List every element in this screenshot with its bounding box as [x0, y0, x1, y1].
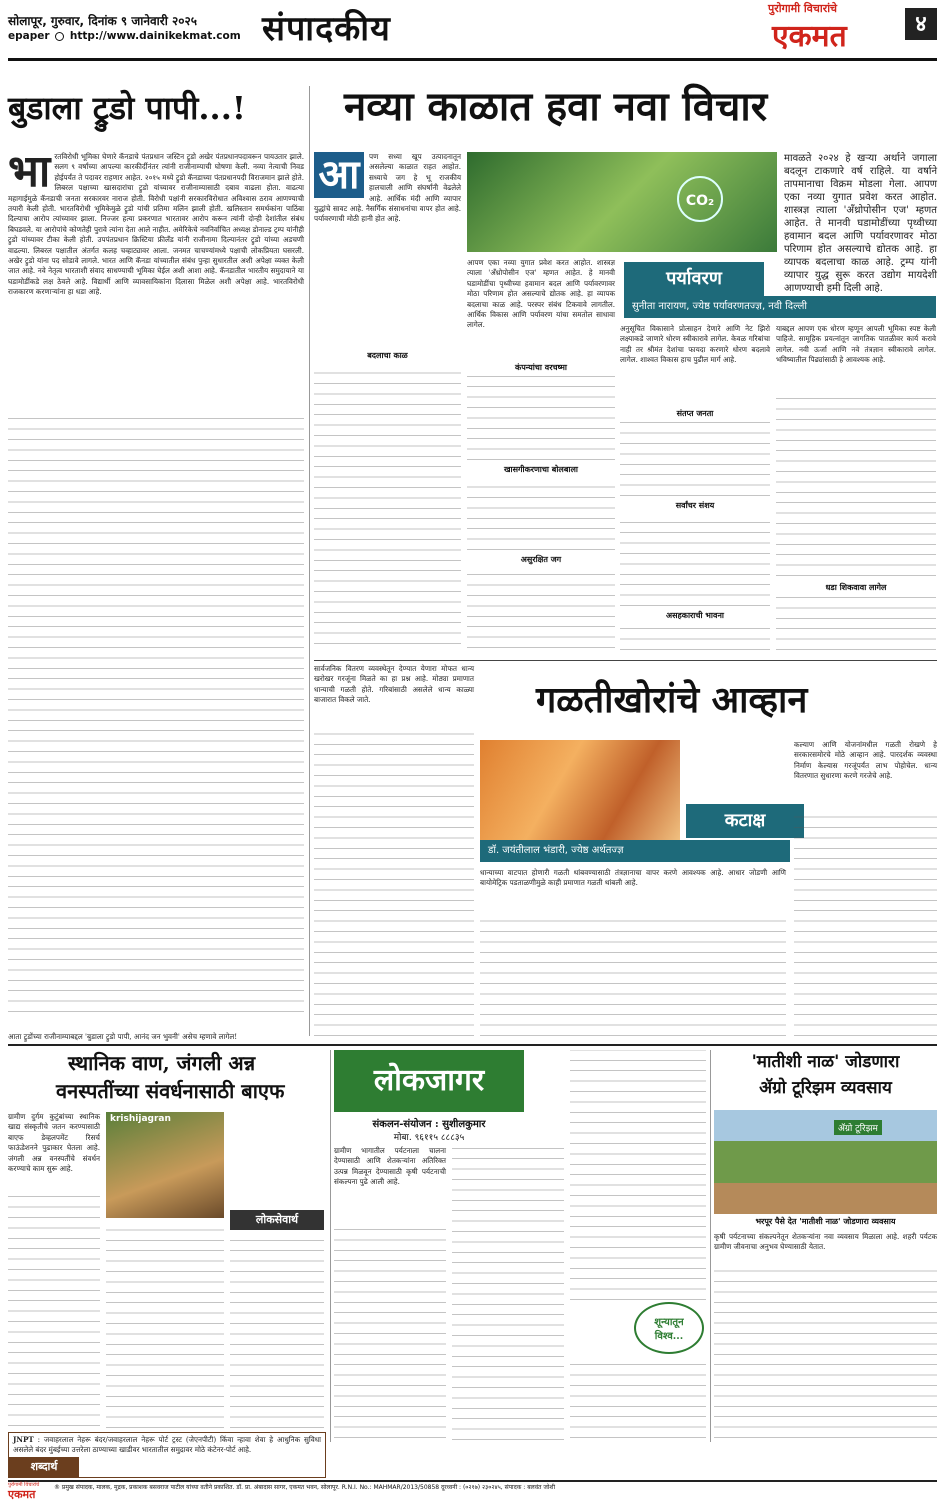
lokjagar-logo: लोकजागर: [334, 1050, 524, 1112]
baif-col-3: [230, 1234, 324, 1428]
epaper-line[interactable]: [8, 30, 241, 42]
leakage-col-2: [480, 868, 786, 1040]
editorial-closing: आता ट्रुडोंच्या राजीनाम्याबद्दल 'बुडाला ट्रुडो पापी, आनंद जन भुवनी' असेच म्हणावे लागेल!: [8, 1032, 304, 1042]
subhead-3: खासगीकरणाचा बोलबाला: [503, 464, 578, 474]
agro-photo-label: ॲग्रो टूरिझम: [834, 1120, 882, 1135]
environment-article: [314, 78, 937, 658]
footer-brand: एकमत: [8, 1488, 36, 1501]
lokjagar-credit: संकलन-संयोजन : सुशीलकुमार: [372, 1119, 486, 1130]
divider: [309, 86, 310, 1036]
agro-title-2: ॲग्रो टूरिझम व्यवसाय: [759, 1078, 892, 1098]
leakage-title: गळतीखोरांचे आव्हान: [536, 679, 808, 721]
dropcap: भा: [8, 146, 51, 197]
shabdarth-text: : जवाहरलाल नेहरू बंदर/जवाहरलाल नेहरू पोर्ट ट्रस्ट (जेएनपीटी) किंवा न्हावा शेवा हे आधुनिक सुविधा असलेले बंदर मुंबईच्या उत्तरेला ठाण्याच्या खाडीवर भारतातील समुद्रावर मोठे कंटेनर-पोर्ट आहे.: [13, 1435, 321, 1455]
footer-brand-top: पुरोगामी विचारांचे: [8, 1482, 40, 1488]
baif-col-2: [106, 1224, 224, 1428]
co2-icon: CO₂: [677, 176, 723, 222]
footer: [8, 1482, 937, 1501]
epaper-label: epaper: [8, 30, 50, 42]
dateline: सोलापूर, गुरुवार, दिनांक ९ जानेवारी २०२५: [8, 14, 197, 28]
site-url[interactable]: http://www.dainikekmat.com: [69, 30, 241, 42]
subhead-7: असहकाराची भावना: [666, 610, 724, 620]
baif-tag: लोकसेवार्थ: [230, 1210, 324, 1230]
env-col-1: [314, 152, 461, 652]
subhead-2: कंपन्यांचा वरचष्मा: [515, 362, 567, 372]
header-rule: [8, 58, 937, 61]
leak-col2-text: धान्याच्या वाटपात होणारी गळती थांबवण्यासाठी तंत्रज्ञानाचा वापर करणे आवश्यक आहे. आधार जोडणी आणि बायोमेट्रिक पडताळणीमुळे काही प्रमाणात गळती थांबली आहे.: [480, 868, 786, 888]
subhead-8: धडा शिकवावा लागेल: [825, 582, 887, 592]
krishijagran-banner: krishijagran: [110, 1114, 171, 1124]
lokjagar-mobile: मोबा. ९६११५ ८८८३५: [393, 1133, 465, 1143]
baif-title-2: वनस्पतींच्या संवर्धनासाठी बाएफ: [56, 1079, 285, 1103]
agro-photo: [714, 1110, 937, 1214]
divider: [314, 660, 937, 661]
env-col-4: [776, 324, 936, 654]
shabdarth-box: [8, 1432, 326, 1478]
editorial-text: २०१५ मध्ये ट्रुडो कॅनडाच्या पंतप्रधानपदी विराजमान झाले होते. लिबरल पक्षाच्या खासदारांचा ट्रुडो यांच्यावर राजीनाम्यासाठी दबाव वाढला होता. वाढत्या महागाईमुळे कॅनडाची जनता सरकारवर नाराज होती. विरोधी पक्षांनी सरकारविरोधात अविश्वास ठराव आणण्याची तयारी केली होती. भारतविरोधी भूमिकेमुळे ट्रुडो यांची प्रतिमा मलिन झाली होती. खलिस्तान समर्थकांना पाठिंबा दिल्याचा आरोप त्यांच्यावर झाला. निज्जर हत्या प्रकरणात भारतावर आरोप करून त्यांनी दोन्ही देशांतील संबंध बिघडवले. या आरोपांचे कोणतेही पुरावे त्यांना देता आले नाहीत. अमेरिकेचे नवनिर्वाचित अध्यक्ष डोनाल्ड ट्रम्प यांनीही ट्रुडो यांच्यावर टीका केली होती. उपपंतप्रधान क्रिस्टिया फ्रीलँड यांनी राजीनामा दिल्यानंतर ट्रुडो यांच्या अडचणी वाढल्या. लिबरल पक्षातील अंतर्गत कलह चव्हाट्यावर आला. जनमत चाचण्यांमध्ये पक्षाची लोकप्रियता घसरली. अखेर ट्रुडो यांना पद सोडावे लागले. भारत आणि कॅनडा यांच्यातील संबंध पुन्हा सुधारतील अशी अपेक्षा व्यक्त केली जात आहे. नवे नेतृत्व भारताशी संवाद साधण्याची भूमिका घेईल अशी आशा आहे. कॅनडातील भारतीय समुदायाने या घडामोडींकडे लक्ष ठेवले आहे. विद्यार्थी आणि व्यावसायिकांना दिलासा मिळेल अशी अपेक्षा आहे. भारतविरोधी राजकारण करणाऱ्यांना हा धडा आहे.: [8, 172, 304, 297]
shabdarth-term: JNPT: [13, 1435, 34, 1444]
subhead-6: सर्वांचर संशय: [675, 500, 715, 510]
shabdarth-label: शब्दार्थ: [9, 1457, 79, 1477]
text-filler: [8, 412, 304, 1012]
boxcap: आ: [314, 152, 364, 198]
editorial-lead: रतविरोधी भूमिका घेणारे कॅनडाचे पंतप्रधान जस्टिन ट्रुडो अखेर पंतप्रधानपदावरून पायउतार झाले. सलग ९ वर्षांच्या आपल्या कारकीर्दीनंतर त्यांनी राजीनाम्याची घोषणा केली. नव्या नेत्याची निवड होईपर्यंत ते पदावर राहणार आहेत.: [54, 152, 304, 182]
masthead: [0, 0, 945, 76]
env-col1-text: पण सध्या खूप उत्पादनातून असलेल्या काळात राहत आहोत. सध्याचे जग हे भू राजकीय हालचाली आणि संघर्षांनी वेढलेले आहे. आर्थिक मंदी आणि व्यापार युद्धांचे सावट आहे. नैसर्गिक संसाधनांचा वापर होत आहे. पर्यावरणाची मोठी हानी होत आहे.: [314, 152, 461, 224]
baif-text: ग्रामीण दुर्गम कुटुंबांच्या स्थानिक खाद्य संस्कृतीचे जतन करण्यासाठी बाएफ डेव्हलपमेंट रिसर्च फाऊंडेशनने पुढाकार घेतला आहे. जंगली अन्न वनस्पतींचे संवर्धन करण्याचे काम सुरू आहे.: [8, 1112, 100, 1174]
ration-photo: [480, 740, 680, 840]
leak-author: डॉ. जयंतीलाल भंडारी, ज्येष्ठ अर्थतज्ज्ञ: [480, 840, 790, 862]
shunyatun-badge: [634, 1302, 704, 1354]
editorial-article: [8, 88, 304, 1043]
editorial-body: [8, 146, 304, 1042]
agro-text: कृषी पर्यटनाच्या संकल्पनेतून शेतकऱ्यांना नवा व्यवसाय मिळाला आहे. शहरी पर्यटक ग्रामीण जीवनाचा अनुभव घेण्यासाठी येतात.: [714, 1232, 937, 1252]
subhead-4: असुरक्षित जग: [520, 554, 562, 564]
agro-caption: भरपूर पैसे देत 'मातीशी नाळ' जोडणारा व्यवसाय: [755, 1216, 896, 1226]
page-number: ४: [905, 8, 937, 40]
subhead-1: बदलाचा काळ: [367, 350, 408, 360]
badge-line-1: शून्यातून: [654, 1317, 684, 1328]
baif-article: [8, 1050, 326, 1430]
leak-column-label: कटाक्ष: [686, 804, 804, 838]
lokjagar-section: [334, 1050, 706, 1442]
leak-col1-text: सार्वजनिक वितरण व्यवस्थेतून देण्यात येणारा मोफत धान्य खरोखर गरजूंना मिळते का हा प्रश्न आहे. मोठ्या प्रमाणात धान्याची गळती होते. गरिबांसाठी असलेले धान्य काळ्या बाजारात विकले जाते.: [314, 664, 474, 705]
leakage-col-1: [314, 664, 474, 1040]
agro-col: [714, 1232, 937, 1440]
lokjagar-col-1: [334, 1146, 446, 1440]
lokjagar-col-2: [452, 1146, 564, 1440]
env-author: सुनीता नारायण, ज्येष्ठ पर्यावरणतज्ज्ञ, नवी दिल्ली: [624, 296, 936, 318]
leakage-article: [314, 664, 937, 1044]
brand-tagline: पुरोगामी विचारांचे: [768, 2, 838, 15]
co2-photo: [467, 152, 777, 252]
lokjagar-col-3: [570, 1050, 706, 1440]
env-col4-text: याबद्दल आपण एक धोरण म्हणून आपली भूमिका स्पष्ट केली पाहिजे. सामूहिक प्रयत्नांतून जागतिक पातळीवर कार्य करावे लागेल. नवी ऊर्जा आणि नवे तंत्रज्ञान स्वीकारावे लागेल. भविष्यातील पिढ्यांसाठी हे आवश्यक आहे.: [776, 324, 936, 365]
badge-line-2: विश्व...: [654, 1331, 684, 1342]
divider: [8, 1044, 937, 1046]
globe-icon: [55, 32, 64, 41]
env-col2-text: आपण एका नव्या युगात प्रवेश करत आहोत. शास्त्रज्ञ त्याला 'अँथ्रोपोसीन एज' म्हणत आहेत. हे मानवी घडामोडींचा पृथ्वीच्या हवामान बदल आणि पर्यावरणावर मोठा परिणाम होत असल्याचे द्योतक आहे. हा व्यापक बदलाचा काळ आहे. परस्पर संबंध टिकवावे लागतील. आर्थिक विकास आणि पर्यावरण यांचा समतोल साधावा लागेल.: [467, 258, 615, 330]
baif-photo: [106, 1112, 224, 1218]
lokjagar-text: ग्रामीण भागातील पर्यटनाला चालना देण्यासाठी आणि शेतकऱ्यांना अतिरिक्त उत्पन्न मिळवून देण्यासाठी कृषी पर्यटनाची संकल्पना पुढे आली आहे.: [334, 1146, 446, 1187]
leak-col3-text: कल्याण आणि योजनांमधील गळती रोखणे हे सरकारसमोरचे मोठे आव्हान आहे. पारदर्शक व्यवस्था निर्माण केल्यास गरजूंपर्यंत लाभ पोहोचेल. धान्य वितरणात सुधारणा करणे गरजेचे आहे.: [794, 740, 937, 781]
section-title: संपादकीय: [262, 9, 391, 49]
divider: [710, 1050, 711, 1442]
brand-logo: एकमत: [772, 19, 847, 54]
env-intro: मावळते २०२४ हे खऱ्या अर्थाने जगाला बदलून टाकणारे वर्ष राहिले. या वर्षाने तापमानाचा विक्रम मोडला गेला. आपण एका नव्या युगात प्रवेश करत आहोत. शास्त्रज्ञ त्याला 'अँथ्रोपोसीन एज' म्हणत आहेत. ते मानवी घडामोडींच्या पृथ्वीच्या हवामान बदल आणि पर्यावरणावर मोठा परिणाम होत असल्याचे द्योतक आहे. हा व्यापक बदलाचा काळ आहे. ट्रम्प यांनी व्यापार युद्ध सुरू करत उद्योग मायदेशी आणण्याची हमी दिली आहे.: [784, 153, 937, 294]
baif-title-1: स्थानिक वाण, जंगली अन्न: [68, 1051, 256, 1075]
footer-imprint: ® प्रमुख संपादक, मालक, मुद्रक, प्रकाशक बसवराज पाटील यांच्या वतीने प्रकाशित. डॉ. प्रा. अंबादास सागर, एकमत भवन, सोलापूर. R.N.I. No.: MAHMAR/2013/50858 दूरध्वनी : (०२१७) २३०२४५, संपादक : बलवंत जोशी: [54, 1484, 556, 1491]
leakage-col-3: [794, 740, 937, 1040]
env-column-label: पर्यावरण: [624, 262, 764, 296]
divider: [330, 1050, 331, 1442]
agro-tourism-article: [714, 1050, 937, 1442]
env-col-3: [620, 324, 770, 654]
editorial-title: बुडाला ट्रुडो पापी...!: [8, 89, 246, 127]
baif-col-1: [8, 1112, 100, 1428]
agro-title-1: 'मातीशी नाळ' जोडणारा: [751, 1052, 900, 1072]
env-col3-text: अनुसूचित विकासाने प्रोत्साहन देणारे आणि नेट झिरो लक्ष्याकडे जाणारे धोरण स्वीकारावे लागेल. केवळ गरिबांचा नाही तर श्रीमंत देशांचा फायदा करणारे धोरण बदलावे लागेल. शाश्वत विकास हाच पुढील मार्ग आहे.: [620, 324, 770, 365]
subhead-5: संतप्त जनता: [676, 408, 714, 418]
environment-title: नव्या काळात हवा नवा विचार: [344, 83, 768, 130]
